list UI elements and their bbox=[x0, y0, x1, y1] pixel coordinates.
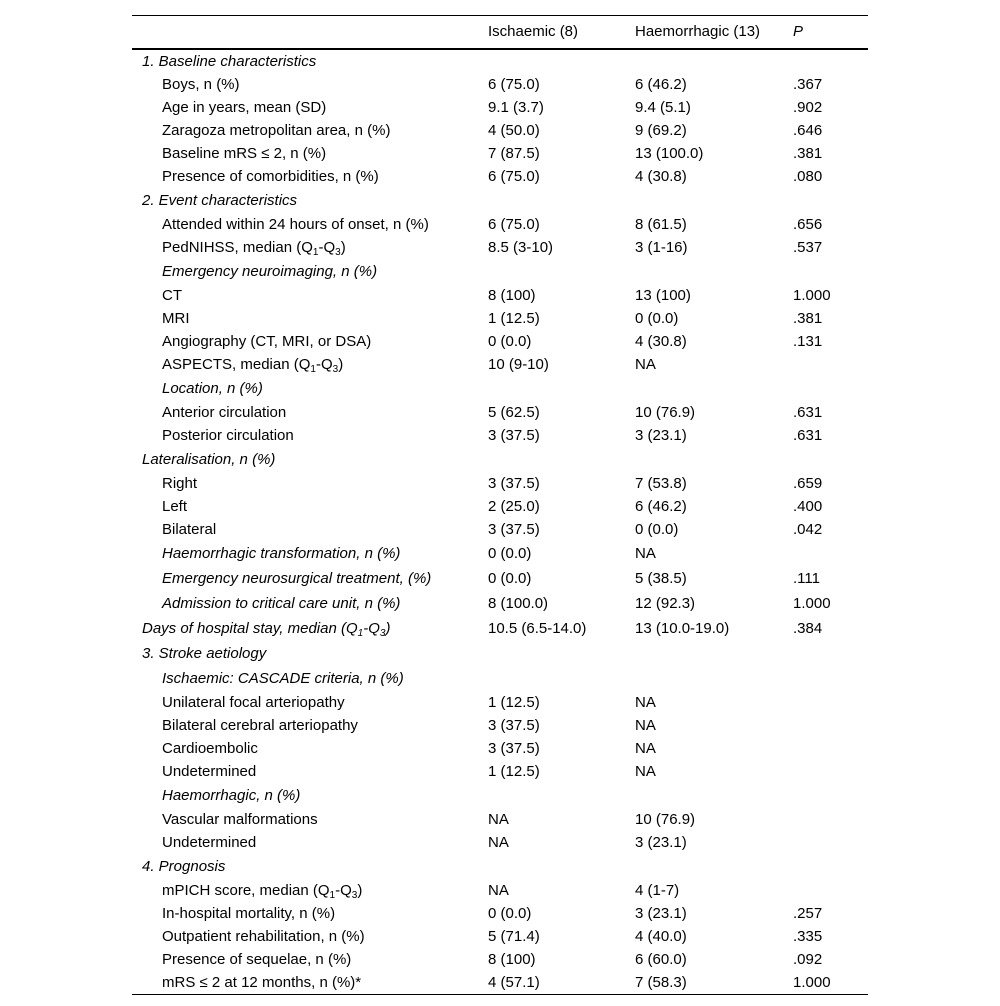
section-header-row bbox=[132, 448, 868, 473]
table-row bbox=[132, 832, 868, 855]
p-value bbox=[783, 832, 868, 855]
table-row bbox=[132, 542, 868, 567]
table-row bbox=[132, 761, 868, 784]
row-label: In-hospital mortality, n (%) bbox=[162, 905, 336, 922]
subsection-header-row bbox=[132, 377, 868, 402]
p-value bbox=[783, 738, 868, 761]
ischaemic-value: 10 (9-10) bbox=[488, 356, 549, 373]
table-header bbox=[132, 16, 868, 49]
row-label: PedNIHSS, median $(Q_1-Q_3)$ bbox=[162, 239, 346, 258]
p-value: .257 bbox=[793, 905, 823, 922]
p-value: 1.000 bbox=[793, 595, 831, 612]
haemorrhagic-value: NA bbox=[635, 717, 656, 734]
p-value: .400 bbox=[793, 498, 823, 515]
row-label: Bilateral cerebral arteriopathy bbox=[162, 717, 358, 734]
table-row bbox=[132, 715, 868, 738]
haemorrhagic-value: 3 (23.1) bbox=[635, 427, 687, 444]
ischaemic-value: NA bbox=[488, 811, 509, 828]
haemorrhagic-value: 3 (23.1) bbox=[635, 834, 687, 851]
row-label: Cardioembolic bbox=[162, 740, 258, 757]
p-value bbox=[783, 354, 868, 377]
section-header-row bbox=[132, 189, 868, 214]
ischaemic-value: 0 (0.0) bbox=[488, 570, 532, 587]
ischaemic-value: 6 (75.0) bbox=[488, 76, 540, 93]
table-row bbox=[132, 237, 868, 260]
ischaemic-value: 8 (100.0) bbox=[488, 595, 549, 612]
haemorrhagic-value: 4 (1-7) bbox=[635, 882, 680, 899]
table-row bbox=[132, 972, 868, 995]
subsection-label: Haemorrhagic, n (%) bbox=[162, 787, 301, 804]
subsection-label: Ischaemic: CASCADE criteria, n (%) bbox=[162, 670, 404, 687]
haemorrhagic-value: 10 (76.9) bbox=[635, 811, 696, 828]
ischaemic-value: 3 (37.5) bbox=[488, 740, 540, 757]
p-value: .080 bbox=[793, 168, 823, 185]
subsection-header-row bbox=[132, 667, 868, 692]
table-row bbox=[132, 926, 868, 949]
row-label: Boys, n (%) bbox=[162, 76, 240, 93]
ischaemic-value: 0 (0.0) bbox=[488, 545, 532, 562]
ischaemic-value: 1 (12.5) bbox=[488, 694, 540, 711]
row-label: Undetermined bbox=[162, 834, 257, 851]
row-label: Outpatient rehabilitation, n (%) bbox=[162, 928, 365, 945]
haemorrhagic-value: 13 (100) bbox=[635, 287, 691, 304]
ischaemic-value: 3 (37.5) bbox=[488, 717, 540, 734]
table-row bbox=[132, 331, 868, 354]
p-value: .381 bbox=[793, 310, 823, 327]
ischaemic-value: 8 (100) bbox=[488, 287, 536, 304]
row-label: Admission to critical care unit, n (%) bbox=[162, 595, 401, 612]
section-label: 2. Event characteristics bbox=[142, 192, 298, 209]
ischaemic-value: 1 (12.5) bbox=[488, 310, 540, 327]
haemorrhagic-value: 4 (30.8) bbox=[635, 168, 687, 185]
table-row bbox=[132, 97, 868, 120]
section-label: Lateralisation, n (%) bbox=[142, 451, 276, 468]
ischaemic-value: 10.5 (6.5-14.0) bbox=[488, 620, 587, 637]
row-label: Posterior circulation bbox=[162, 427, 294, 444]
haemorrhagic-value: 0 (0.0) bbox=[635, 310, 679, 327]
p-value bbox=[783, 542, 868, 567]
p-value bbox=[783, 809, 868, 832]
p-value bbox=[783, 880, 868, 903]
p-value bbox=[783, 715, 868, 738]
haemorrhagic-value: 6 (46.2) bbox=[635, 498, 687, 515]
row-label: Unilateral focal arteriopathy bbox=[162, 694, 345, 711]
subsection-label: Emergency neuroimaging, n (%) bbox=[162, 263, 378, 280]
table-row bbox=[132, 425, 868, 448]
haemorrhagic-value: 9 (69.2) bbox=[635, 122, 687, 139]
p-value bbox=[783, 692, 868, 715]
p-value: .092 bbox=[793, 951, 823, 968]
ischaemic-value: 7 (87.5) bbox=[488, 145, 540, 162]
section-header-row bbox=[132, 855, 868, 880]
section-label: 1. Baseline characteristics bbox=[142, 52, 317, 70]
comparison-table-container bbox=[132, 15, 868, 995]
p-value: .111 bbox=[793, 570, 820, 587]
table-row bbox=[132, 949, 868, 972]
row-label: mPICH score, median $(Q_1-Q_3)$ bbox=[162, 882, 363, 901]
row-label: Days of hospital stay, median $(Q_1-Q_3)$ bbox=[142, 620, 391, 639]
p-value: 1.000 bbox=[793, 287, 831, 304]
row-label: Presence of comorbidities, n (%) bbox=[162, 168, 379, 185]
subsection-header-row bbox=[132, 784, 868, 809]
p-value: .646 bbox=[793, 122, 823, 139]
ischaemic-value: 4 (50.0) bbox=[488, 122, 540, 139]
ischaemic-value: 8 (100) bbox=[488, 951, 536, 968]
haemorrhagic-value: NA bbox=[635, 740, 656, 757]
table-row bbox=[132, 880, 868, 903]
table-row bbox=[132, 402, 868, 425]
table-row bbox=[132, 214, 868, 237]
p-value: .902 bbox=[793, 99, 823, 116]
table-row bbox=[132, 285, 868, 308]
table-row bbox=[132, 617, 868, 642]
header-p-value: P bbox=[783, 16, 868, 49]
row-label: Undetermined bbox=[162, 763, 257, 780]
table-row bbox=[132, 903, 868, 926]
haemorrhagic-value: NA bbox=[635, 545, 656, 562]
haemorrhagic-value: 0 (0.0) bbox=[635, 521, 679, 538]
section-label: 3. Stroke aetiology bbox=[142, 645, 267, 662]
subsection-header-row bbox=[132, 260, 868, 285]
row-label: MRI bbox=[162, 310, 190, 327]
haemorrhagic-value: 13 (100.0) bbox=[635, 145, 704, 162]
p-value: .631 bbox=[793, 427, 823, 444]
section-header-row bbox=[132, 642, 868, 667]
ischaemic-value: 0 (0.0) bbox=[488, 333, 532, 350]
table-body bbox=[132, 49, 868, 995]
row-label: Anterior circulation bbox=[162, 404, 287, 421]
haemorrhagic-value: 3 (1-16) bbox=[635, 239, 688, 256]
table-row bbox=[132, 567, 868, 592]
haemorrhagic-value: 10 (76.9) bbox=[635, 404, 696, 421]
haemorrhagic-value: NA bbox=[635, 763, 656, 780]
p-value: .537 bbox=[793, 239, 823, 256]
section-label: 4. Prognosis bbox=[142, 858, 226, 875]
ischaemic-value: 3 (37.5) bbox=[488, 475, 540, 492]
p-value: .631 bbox=[793, 404, 823, 421]
ischaemic-value: 3 (37.5) bbox=[488, 427, 540, 444]
section-header-row bbox=[132, 49, 868, 74]
table-row bbox=[132, 496, 868, 519]
row-label: mRS ≤ 2 at 12 months, n (%)* bbox=[132, 972, 478, 995]
ischaemic-value: 5 (71.4) bbox=[488, 928, 540, 945]
table-row bbox=[132, 809, 868, 832]
ischaemic-value: 8.5 (3-10) bbox=[488, 239, 554, 256]
ischaemic-value: 6 (75.0) bbox=[488, 216, 540, 233]
row-label: Angiography (CT, MRI, or DSA) bbox=[162, 333, 372, 350]
row-label: Attended within 24 hours of onset, n (%) bbox=[162, 216, 429, 233]
p-value: .131 bbox=[793, 333, 823, 350]
table-row bbox=[132, 738, 868, 761]
haemorrhagic-value: 7 (58.3) bbox=[625, 972, 783, 995]
ischaemic-value: NA bbox=[488, 882, 509, 899]
table-row bbox=[132, 354, 868, 377]
header-label-column bbox=[132, 16, 478, 49]
row-label: Baseline mRS ≤ 2, n (%) bbox=[162, 145, 327, 162]
row-label: Age in years, mean (SD) bbox=[162, 99, 327, 116]
ischaemic-value: 4 (57.1) bbox=[478, 972, 625, 995]
header-ischaemic: Ischaemic (8) bbox=[478, 16, 625, 49]
ischaemic-value: NA bbox=[488, 834, 509, 851]
p-value bbox=[783, 761, 868, 784]
header-haemorrhagic: Haemorrhagic (13) bbox=[625, 16, 783, 49]
table-row bbox=[132, 592, 868, 617]
p-value: .335 bbox=[793, 928, 823, 945]
p-value: 1.000 bbox=[783, 972, 868, 995]
haemorrhagic-value: 13 (10.0-19.0) bbox=[635, 620, 730, 637]
haemorrhagic-value: 7 (53.8) bbox=[635, 475, 687, 492]
haemorrhagic-value: 6 (46.2) bbox=[635, 76, 687, 93]
subsection-label: Location, n (%) bbox=[162, 380, 263, 397]
table-row bbox=[132, 519, 868, 542]
haemorrhagic-value: 5 (38.5) bbox=[635, 570, 687, 587]
p-value: .381 bbox=[793, 145, 823, 162]
table-row bbox=[132, 692, 868, 715]
haemorrhagic-value: NA bbox=[635, 694, 656, 711]
p-value: .384 bbox=[793, 620, 823, 637]
haemorrhagic-value: 6 (60.0) bbox=[635, 951, 687, 968]
p-value: .367 bbox=[793, 76, 823, 93]
haemorrhagic-value: NA bbox=[635, 356, 656, 373]
row-label: CT bbox=[162, 287, 182, 304]
row-label: Vascular malformations bbox=[162, 811, 318, 828]
header-row bbox=[132, 16, 868, 49]
table-row bbox=[132, 166, 868, 189]
row-label: Bilateral bbox=[162, 521, 217, 538]
haemorrhagic-value: 4 (30.8) bbox=[635, 333, 687, 350]
ischaemic-value: 9.1 (3.7) bbox=[488, 99, 544, 116]
p-value: .659 bbox=[793, 475, 823, 492]
p-value: .656 bbox=[793, 216, 823, 233]
haemorrhagic-value: 9.4 (5.1) bbox=[635, 99, 691, 116]
table-row bbox=[132, 120, 868, 143]
row-label: Right bbox=[162, 475, 198, 492]
ischaemic-value: 5 (62.5) bbox=[488, 404, 540, 421]
row-label: Zaragoza metropolitan area, n (%) bbox=[162, 122, 391, 139]
comparison-table bbox=[132, 15, 868, 995]
row-label: Haemorrhagic transformation, n (%) bbox=[162, 545, 401, 562]
row-label: ASPECTS, median $(Q_1-Q_3)$ bbox=[162, 356, 344, 375]
p-value: .042 bbox=[793, 521, 823, 538]
table-row bbox=[132, 308, 868, 331]
haemorrhagic-value: 12 (92.3) bbox=[635, 595, 696, 612]
ischaemic-value: 1 (12.5) bbox=[488, 763, 540, 780]
haemorrhagic-value: 8 (61.5) bbox=[635, 216, 687, 233]
row-label: Emergency neurosurgical treatment, (%) bbox=[162, 570, 432, 587]
table-row bbox=[132, 143, 868, 166]
row-label: Left bbox=[162, 498, 188, 515]
table-row bbox=[132, 74, 868, 97]
ischaemic-value: 3 (37.5) bbox=[488, 521, 540, 538]
ischaemic-value: 0 (0.0) bbox=[488, 905, 532, 922]
haemorrhagic-value: 3 (23.1) bbox=[635, 905, 687, 922]
ischaemic-value: 6 (75.0) bbox=[488, 168, 540, 185]
haemorrhagic-value: 4 (40.0) bbox=[635, 928, 687, 945]
ischaemic-value: 2 (25.0) bbox=[488, 498, 540, 515]
table-row bbox=[132, 473, 868, 496]
row-label: Presence of sequelae, n (%) bbox=[162, 951, 352, 968]
